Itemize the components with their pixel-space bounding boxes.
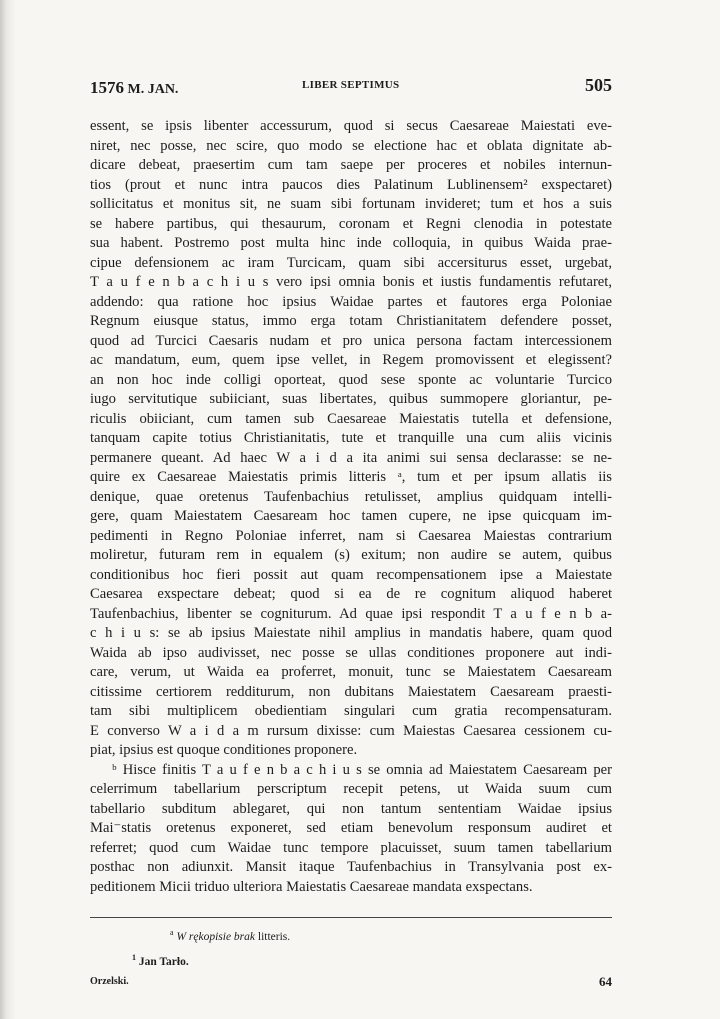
text-line: permanere queant. Ad haec W a i d a ita animi sui sensa declarasse: se ne- bbox=[90, 449, 612, 466]
text-line: c h i u s: se ab ipsius Maiestate nihil amplius in mandatis habere, quam quod bbox=[90, 625, 612, 641]
text-line: pedimenti in Regno Poloniae inferret, nam si Caesarea Maiestas contrarium bbox=[90, 527, 612, 544]
text-line: citissime certiorem redditurum, non dubitans Maiestatem Caesaream praesti- bbox=[90, 683, 612, 700]
text-line: peditionem Micii triduo ulteriora Maiestatis Caesareae mandata exspectans. bbox=[90, 878, 533, 895]
text-line: Caesarea exspectare debeat; quod si ea de re cognitum aliquod haberet bbox=[90, 586, 612, 602]
header-month: M. JAN. bbox=[127, 82, 179, 97]
text-line: gere, quam Maiestatem Caesaream hoc tamen cupere, ne ipse quicquam im- bbox=[90, 508, 612, 524]
text-line: posthac non adiunxit. Mansit itaque Taufenbachius in Transylvania post ex- bbox=[90, 859, 612, 875]
text-line: conditionibus hoc fieri possit aut quam recompensationem ipse a Maiestate bbox=[90, 566, 612, 583]
text-line: quod ad Turcici Caesaris nudam et pro unica persona factam intercessionem bbox=[90, 332, 612, 349]
text-line: addendo: qua ratione hoc ipsius Waidae partes et fautores erga Poloniae bbox=[90, 293, 612, 310]
footnote-a bbox=[170, 928, 612, 943]
page-edge-shadow bbox=[0, 0, 16, 1019]
footnote-a-text: litteris. bbox=[257, 930, 291, 943]
text-line: Mai⁻statis oretenus exponeret, sed etiam benevolum responsum audiret et bbox=[90, 820, 612, 836]
text-line: cipue defensionem ac iram Turcicam, quam sibi accersiturus esset, urgebat, bbox=[90, 254, 612, 271]
text-line: sua habent. Postremo post multa hinc inde colloquia, in quibus Waida prae- bbox=[90, 235, 612, 251]
text-line: iugo servitutique subiiciant, suas libertates, quibus summopere gloriantur, pe- bbox=[90, 391, 612, 407]
header-date bbox=[90, 78, 178, 98]
text-line: riculis obiiciant, cum tamen sub Caesareae Maiestatis tutella et defensione, bbox=[90, 410, 612, 427]
text-line: moliretur, futuram rem in equalem (s) exitum; non audire se autem, quibus bbox=[90, 547, 612, 563]
header-year: 1576 bbox=[90, 78, 124, 97]
text-line: piat, ipsius est quoque conditiones proponere. bbox=[90, 742, 358, 758]
text-line: tabellario subditum ablegaret, qui non tantum sententiam Waidae ipsius bbox=[90, 800, 612, 817]
page-footer bbox=[90, 974, 612, 996]
page-number: 505 bbox=[585, 75, 612, 95]
header-book-title: LIBER SEPTIMUS bbox=[302, 79, 400, 91]
text-line: niret, nec posse, nec scire, quo modo se electione hac et oblata dignitate ab- bbox=[90, 137, 612, 154]
document-page bbox=[90, 70, 612, 996]
running-header bbox=[90, 70, 612, 100]
text-line: tanquam capite totius Christianitatis, tute et tranquille una cum aliis vicinis bbox=[90, 430, 612, 446]
footnote-rule bbox=[90, 917, 612, 918]
text-line: Regnum eiusque status, immo erga totam Christianitatem defendere posset, bbox=[90, 313, 612, 329]
text-line: ᵇ Hisce finitis T a u f e n b a c h i u s se omnia ad Maiestatem Caesaream per bbox=[112, 761, 612, 778]
text-line: referret; quod cum Waidae tunc tempore placuisset, suum tamen tabellarium bbox=[90, 839, 612, 856]
text-line: denique, quae oretenus Taufenbachius retulisset, amplius quidquam intelli- bbox=[90, 488, 612, 505]
text-line: Taufenbachius, libenter se cogniturum. Ad quae ipsi respondit T a u f e n b a- bbox=[90, 605, 612, 622]
text-line: celerrimum tabellarium perscriptum recepit petens, ut Waida suum cum bbox=[90, 781, 612, 797]
text-line: Waida ab ipso audivisset, nec posse se ullas conditiones proponere aut indi- bbox=[90, 644, 612, 661]
text-line: tios (prout et nunc intra paucos dies Palatinum Lublinensem² exspectaret) bbox=[90, 176, 612, 193]
text-line: tam sibi multiplicem obedientiam singulari cum gratia recompensaturam. bbox=[90, 703, 612, 719]
text-line: an non hoc inde colligi oporteat, quod sese sponte ac voluntarie Turcico bbox=[90, 371, 612, 388]
footnote-1-marker: 1 bbox=[132, 952, 136, 962]
footer-author: Orzelski. bbox=[90, 975, 129, 987]
text-line: essent, se ipsis libenter accessurum, quod si secus Caesareae Maiestati eve- bbox=[90, 118, 612, 134]
footnote-a-italic: W rękopisie brak bbox=[176, 930, 256, 943]
body-text bbox=[90, 117, 612, 897]
footnote-a-marker: a bbox=[170, 928, 174, 937]
text-line: ac mandatum, eum, quem ipse vellet, in Regem promovissent et elegissent? bbox=[90, 352, 612, 368]
text-line: sollicitatus et monitus sit, ne suam sibi fortunam invideret; tum et hos a suis bbox=[90, 196, 612, 212]
footnote-1 bbox=[132, 953, 612, 968]
footnote-1-text: Jan Tarło. bbox=[138, 955, 189, 968]
text-line: T a u f e n b a c h i u s vero ipsi omnia bonis et iustis fundamentis refutaret, bbox=[90, 274, 612, 290]
text-line: se habere partibus, qui thesaurum, coronam et Regni clenodia in potestate bbox=[90, 215, 612, 232]
text-line: quire ex Caesareae Maiestatis primis litteris ᵃ, tum et per ipsum allatis iis bbox=[90, 469, 612, 485]
text-line: dicare debeat, praesertim cum tam saepe per proceres et nobiles internun- bbox=[90, 157, 612, 173]
text-line: E converso W a i d a m rursum dixisse: cum Maiestas Caesarea cessionem cu- bbox=[90, 722, 612, 739]
footer-signature: 64 bbox=[599, 973, 612, 989]
text-line: care, verum, ut Waida ea proferret, monuit, tunc se Maiestatem Caesaream bbox=[90, 664, 612, 680]
